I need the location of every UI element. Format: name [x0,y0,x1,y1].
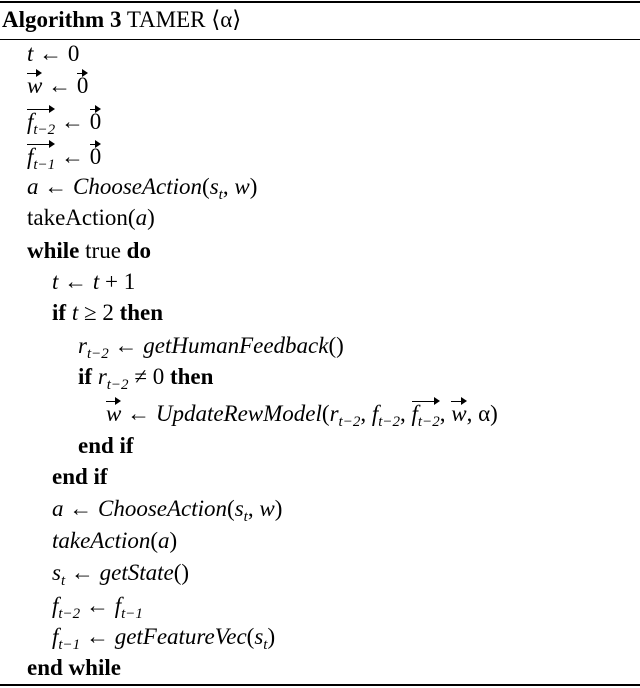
title-rule [0,39,640,40]
algorithm-title [2,5,241,35]
algorithm-param: ⟨α⟩ [211,7,242,32]
line-while: while true do [27,238,151,263]
line-init-w: w ← 0 [27,70,88,102]
line-choose-action-2: a ← $ChooseAction(s_t$, w) [52,496,283,525]
line-take-action-1: takeAction(a) [27,205,155,230]
line-shift-f: $f_{t-2}$ ← $f_{t-1}$ [52,593,143,622]
line-get-state: $s_t$ ← getState() [52,560,190,589]
line-get-feature: $f_{t-1}$ ← $getFeatureVec(s_t)$ [52,624,276,653]
top-rule [0,1,640,3]
algorithm-name: TAMER [126,7,206,32]
line-take-action-2: takeAction(a) [52,528,178,553]
line-update-model: w ← $UpdateRewModel(r_{t-2}$, $f_{t-2}$, $f_{t-2}$, w, α) [106,398,498,430]
bottom-rule [0,684,640,686]
line-end-while: end while [27,655,121,680]
line-if-t: if t ≥ 2 then [52,300,164,325]
line-init-f-t2: $f_{t-2}$ ← 0 [27,106,101,138]
line-if-r: if $r_{t-2} \ne 0$ then [78,364,214,393]
line-increment-t: t ← t + 1 [52,269,136,294]
line-init-f-t1: $f_{t-1}$ ← 0 [27,141,101,173]
line-get-feedback: $r_{t-2}$ ← getHumanFeedback() [78,333,344,362]
line-end-if-inner: end if [78,433,134,458]
line-end-if-outer: end if [52,464,108,489]
line-init-t: t ← 0 [27,41,80,66]
line-choose-action-1: a ← $ChooseAction(s_t$, w) [27,174,258,203]
algorithm-label: Algorithm 3 [2,7,122,32]
